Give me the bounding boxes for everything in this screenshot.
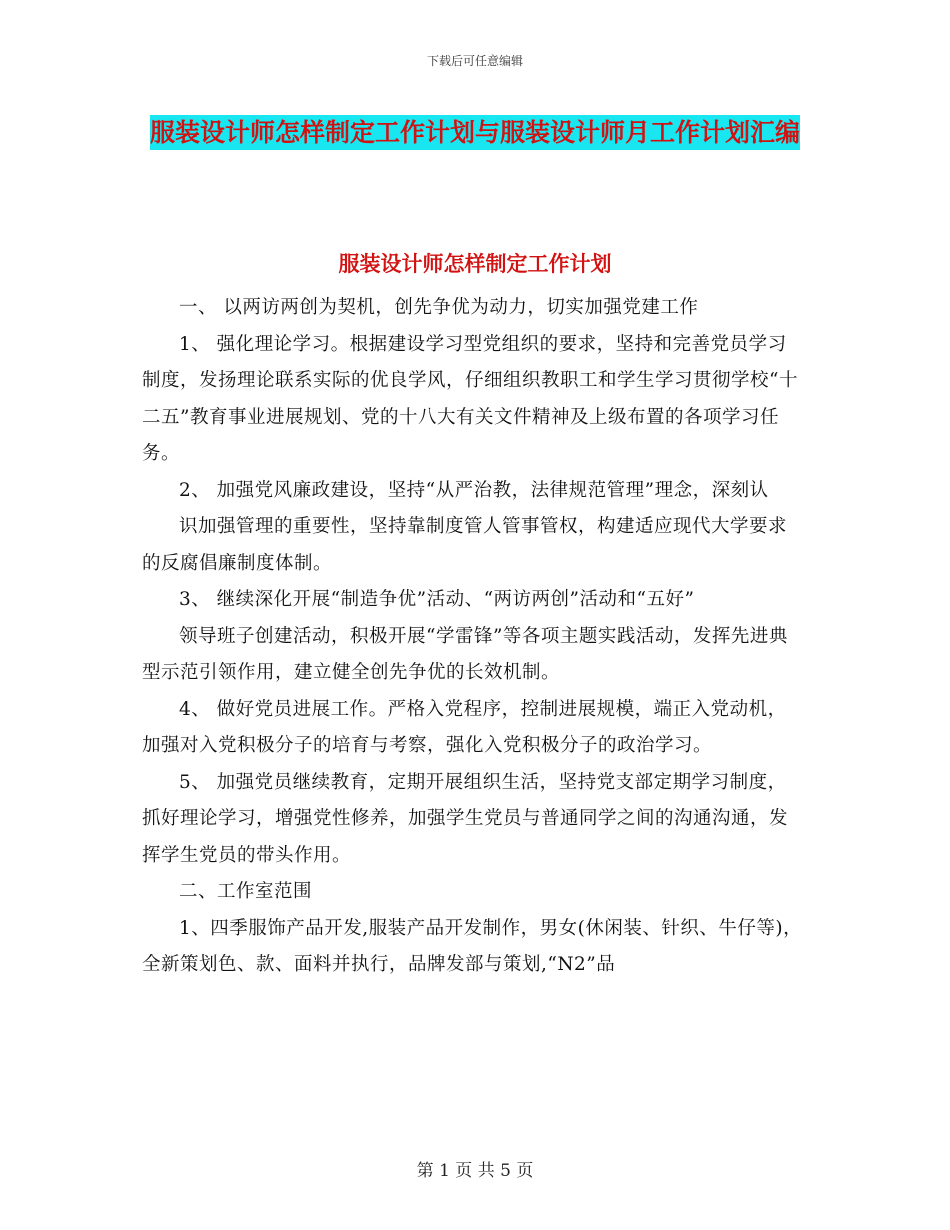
paragraph: 5、 加强党员继续教育，定期开展组织生活，坚持党支部定期学习制度，抓好理论学习，增强党性修养，加强学生党员与普通同学之间的沟通沟通，发挥学生党员的带头作用。 bbox=[142, 771, 789, 866]
paragraph: 1、四季服饰产品开发,服装产品开发制作，男女(休闲装、针织、牛仔等)，全新策划色、款、面料并执行，品牌发部与策划,“N2”品 bbox=[142, 917, 803, 975]
section-title: 服装设计师怎样制定工作计划 bbox=[338, 252, 612, 276]
paragraph: 识加强管理的重要性，坚持靠制度管人管事管权，构建适应现代大学要求的反腐倡廉制度体制。 bbox=[142, 516, 788, 574]
paragraph: 4、 做好党员进展工作。严格入党程序，控制进展规模，端正入党动机，加强对入党积极分子的培育与考察，强化入党积极分子的政治学习。 bbox=[142, 698, 787, 756]
paragraph: 领导班子创建活动，积极开展“学雷锋”等各项主题实践活动，发挥先进典型示范引领作用，建立健全创先争优的长效机制。 bbox=[142, 625, 788, 683]
document-body bbox=[142, 290, 804, 984]
paragraph: 1、 强化理论学习。根据建设学习型党组织的要求，坚持和完善党员学习制度，发扬理论联系实际的优良学风，仔细组织教职工和学生学习贯彻学校“十二五”教育事业进展规划、党的十八大有关文件精神及上级布置的各项学习任务。 bbox=[142, 333, 798, 464]
paragraph: 一、 以两访两创为契机，创先争优为动力，切实加强党建工作 bbox=[179, 297, 699, 318]
paragraph: 3、 继续深化开展“制造争优”活动、“两访两创”活动和“五好” bbox=[179, 589, 695, 610]
page-number-footer: 第 1 页 共 5 页 bbox=[416, 1161, 534, 1181]
paragraph: 二、工作室范围 bbox=[179, 881, 313, 902]
document-title bbox=[150, 110, 800, 156]
header-note: 下载后可任意编辑 bbox=[426, 54, 523, 68]
paragraph: 2、 加强党风廉政建设，坚持“从严治教，法律规范管理”理念，深刻认 bbox=[179, 479, 769, 501]
document-title-text: 服装设计师怎样制定工作计划与服装设计师月工作计划汇编 bbox=[150, 115, 800, 150]
